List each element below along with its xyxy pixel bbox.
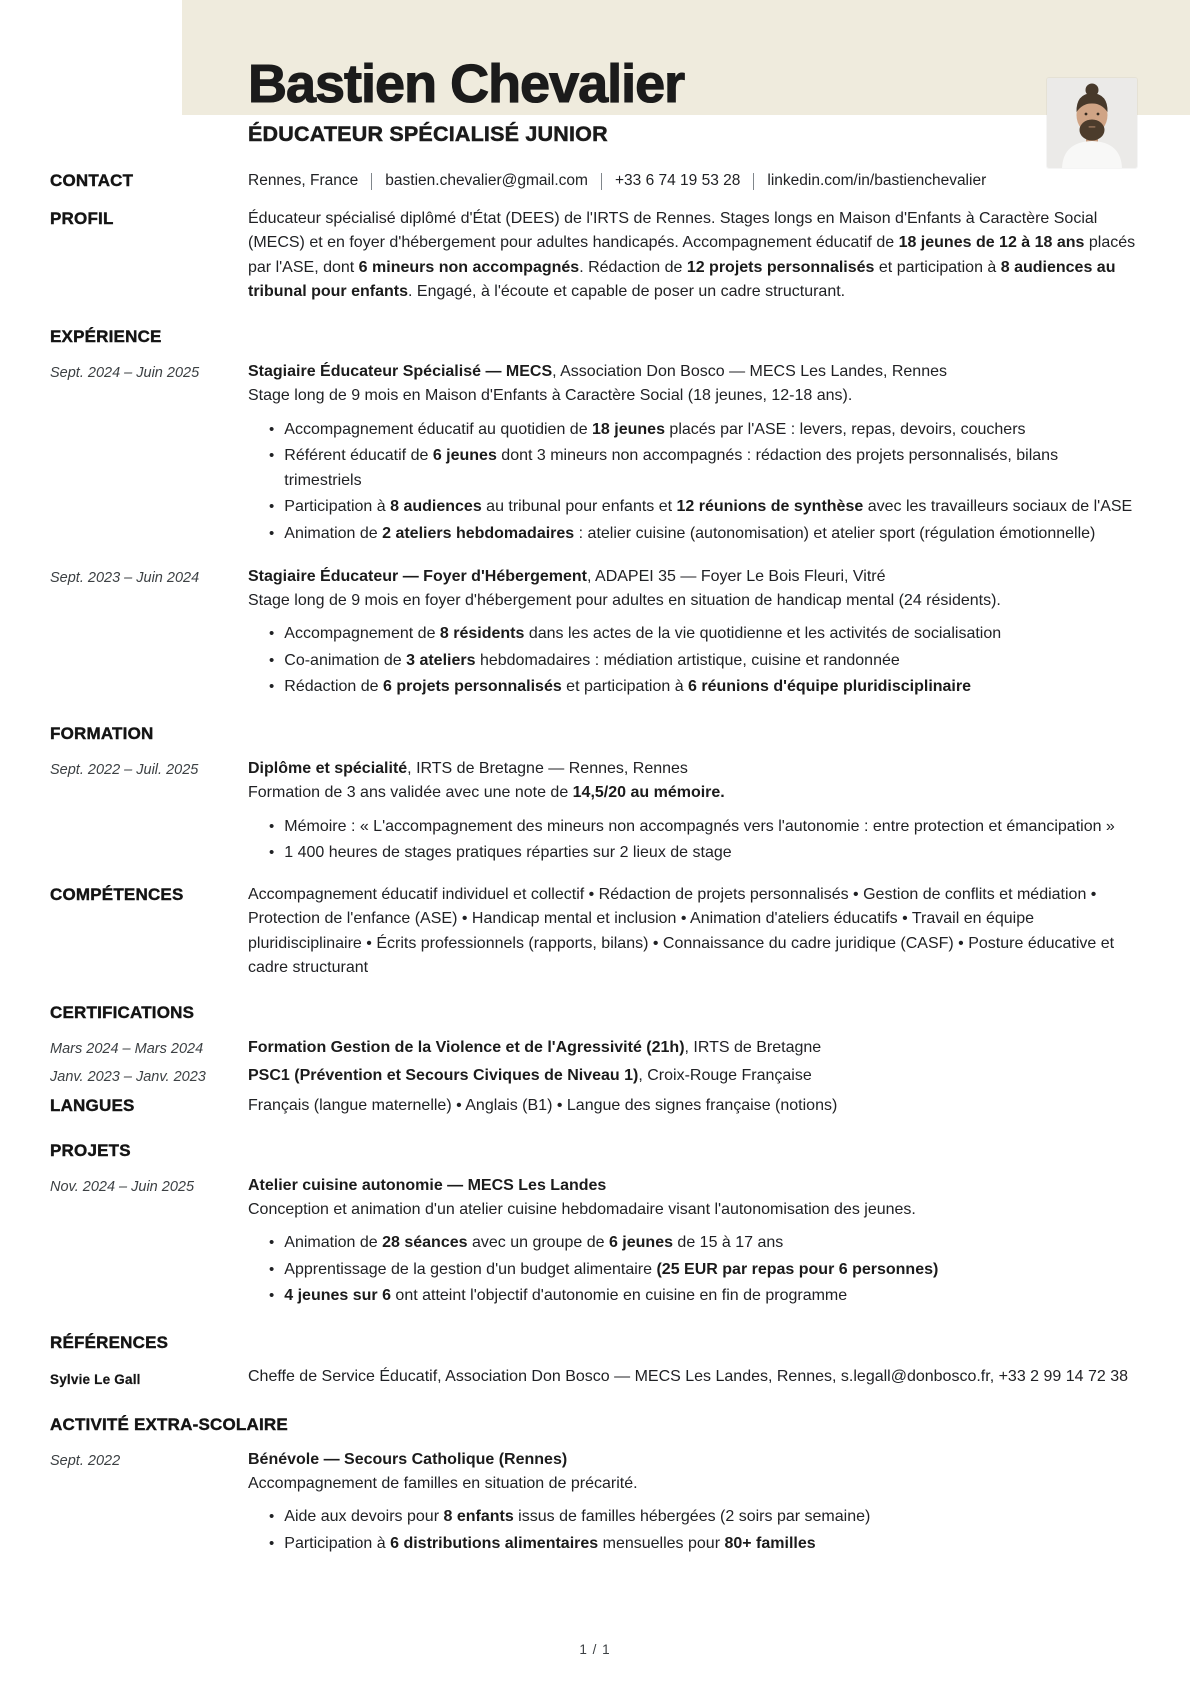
- bullet-dot: •: [269, 625, 275, 643]
- reference-text: Cheffe de Service Éducatif, Association Don Bosco — MECS Les Landes, Rennes, s.legall@donbosco.fr, +33 2 99 14 72 38: [248, 1368, 1129, 1386]
- bullet-dot: •: [269, 498, 275, 516]
- bullet-dot: •: [269, 1234, 275, 1252]
- certification-entry: [0, 1063, 1190, 1088]
- bullet-text: Mémoire : « L'accompagnement des mineurs non accompagnés vers l'autonomie : entre protection et émancipation »: [284, 817, 1115, 835]
- entry-title: Stagiaire Éducateur Spécialisé — MECS, Association Don Bosco — MECS Les Landes, Rennes: [248, 362, 947, 380]
- entry-body: [248, 1447, 1138, 1559]
- contact-separator: [371, 173, 372, 190]
- portrait-avatar-icon: [1047, 78, 1137, 168]
- entry-date: Mars 2024 – Mars 2024: [50, 1041, 204, 1058]
- experience-entry: [0, 564, 1190, 702]
- section-heading-projets: PROJETS: [50, 1140, 131, 1160]
- bullet-dot: •: [269, 651, 275, 669]
- projet-entry: [0, 1173, 1190, 1311]
- section-heading-experience: EXPÉRIENCE: [50, 326, 162, 346]
- contact-label: CONTACT: [50, 171, 134, 190]
- bullet-dot: •: [269, 678, 275, 696]
- bullet-text: 1 400 heures de stages pratiques réparties sur 2 lieux de stage: [284, 844, 732, 862]
- contact-linkedin: linkedin.com/in/bastienchevalier: [767, 172, 987, 190]
- profile-photo: [1047, 78, 1137, 168]
- contact-separator: [753, 173, 754, 190]
- bullet-text: Référent éducatif de 6 jeunes dont 3 mineurs non accompagnés : rédaction des projets personnalisés, bilans trimestriels: [284, 447, 1059, 489]
- entry-body: [248, 756, 1138, 868]
- bullet-item: [248, 1284, 1138, 1309]
- entry-body: [248, 359, 1138, 549]
- bullet-item: [248, 522, 1138, 547]
- langues-label: LANGUES: [50, 1096, 135, 1116]
- bullet-text: Participation à 8 audiences au tribunal pour enfants et 12 réunions de synthèse avec les travailleurs sociaux de l'ASE: [284, 498, 1133, 516]
- entry-description: Formation de 3 ans validée avec une note de 14,5/20 au mémoire.: [248, 783, 725, 801]
- contact-phone: +33 6 74 19 53 28: [614, 172, 741, 190]
- bullet-dot: •: [269, 447, 275, 465]
- entry-body: [248, 564, 1138, 702]
- bullet-item: [248, 495, 1138, 520]
- entry-date: Sept. 2023 – Juin 2024: [50, 569, 200, 586]
- formation-entry: [0, 756, 1190, 868]
- entry-title: Diplôme et spécialité, IRTS de Bretagne — Rennes, Rennes: [248, 759, 688, 777]
- bullet-text: Accompagnement éducatif au quotidien de 18 jeunes placés par l'ASE : levers, repas, devoirs, couchers: [284, 420, 1026, 438]
- profil-label: PROFIL: [50, 208, 114, 228]
- bullet-text: Apprentissage de la gestion d'un budget alimentaire (25 EUR par repas pour 6 personnes): [284, 1260, 939, 1278]
- bullet-dot: •: [269, 1260, 275, 1278]
- bullet-dot: •: [269, 817, 275, 835]
- bullet-item: [248, 1258, 1138, 1283]
- contact-section: [0, 169, 1190, 194]
- bullet-text: Participation à 6 distributions alimentaires mensuelles pour 80+ familles: [284, 1534, 816, 1552]
- bullet-text: Aide aux devoirs pour 8 enfants issus de familles hébergées (2 soirs par semaine): [284, 1508, 871, 1526]
- entry-description: Stage long de 9 mois en foyer d'hébergement pour adultes en situation de handicap mental (24 résidents).: [248, 591, 1001, 609]
- section-heading-activite: ACTIVITÉ EXTRA-SCOLAIRE: [50, 1414, 288, 1434]
- page-indicator: 1 / 1: [579, 1642, 611, 1657]
- bullet-item: [248, 444, 1138, 493]
- entry-title: Stagiaire Éducateur — Foyer d'Hébergement, ADAPEI 35 — Foyer Le Bois Fleuri, Vitré: [248, 567, 886, 585]
- bullet-item: [248, 622, 1138, 647]
- bullet-text: Animation de 2 ateliers hebdomadaires : atelier cuisine (autonomisation) et atelier sport (régulation émotionnelle): [284, 524, 1096, 542]
- bullet-item: [248, 815, 1138, 840]
- bullet-item: [248, 675, 1138, 700]
- bullet-list: [248, 622, 1138, 700]
- bullet-text: Accompagnement de 8 résidents dans les actes de la vie quotidienne et les activités de socialisation: [284, 625, 1002, 643]
- resume-header: [0, 0, 1190, 147]
- bullet-dot: •: [269, 524, 275, 542]
- bullet-item: [248, 841, 1138, 866]
- contact-email: bastien.chevalier@gmail.com: [385, 172, 588, 190]
- bullet-dot: •: [269, 844, 275, 862]
- contact-line: [248, 169, 1138, 194]
- bullet-text: 4 jeunes sur 6 ont atteint l'objectif d'autonomie en cuisine en fin de programme: [284, 1287, 848, 1305]
- bullet-list: [248, 1231, 1138, 1309]
- bullet-item: [248, 649, 1138, 674]
- bullet-list: [248, 815, 1138, 866]
- entry-description: Stage long de 9 mois en Maison d'Enfants à Caractère Social (18 jeunes, 12-18 ans).: [248, 386, 853, 404]
- reference-name: Sylvie Le Gall: [50, 1372, 141, 1388]
- candidate-name: Bastien Chevalier: [248, 54, 685, 114]
- bullet-list: [248, 418, 1138, 547]
- bullet-dot: •: [269, 1287, 275, 1305]
- bullet-text: Animation de 28 séances avec un groupe de 6 jeunes de 15 à 17 ans: [284, 1234, 784, 1252]
- entry-title: Atelier cuisine autonomie — MECS Les Landes: [248, 1176, 607, 1194]
- competences-section: [0, 883, 1190, 981]
- bullet-dot: •: [269, 420, 275, 438]
- contact-separator: [601, 173, 602, 190]
- bullet-item: [248, 1532, 1138, 1557]
- profil-section: [0, 207, 1190, 305]
- bullet-dot: •: [269, 1508, 275, 1526]
- candidate-job-title: ÉDUCATEUR SPÉCIALISÉ JUNIOR: [248, 122, 608, 146]
- entry-title: PSC1 (Prévention et Secours Civiques de Niveau 1), Croix-Rouge Française: [248, 1067, 812, 1085]
- entry-date: Sept. 2022 – Juil. 2025: [50, 761, 199, 778]
- contact-location: Rennes, France: [248, 172, 359, 190]
- langues-text: Français (langue maternelle) • Anglais (B1) • Langue des signes française (notions): [248, 1097, 838, 1115]
- bullet-text: Co-animation de 3 ateliers hebdomadaires : médiation artistique, cuisine et randonnée: [284, 651, 900, 669]
- activite-entry: [0, 1447, 1190, 1559]
- bullet-item: [248, 1231, 1138, 1256]
- competences-text: Accompagnement éducatif individuel et collectif • Rédaction de projets personnalisés • Gestion de conflits et médiation • Protection de l'enfance (ASE) • Handicap mental et inclusion • Animation d'ateliers éducatifs • Travail en équipe pluridisciplinaire • Écrits professionnels (rapports, bilans) • Connaissance du cadre juridique (CASF) • Posture éducative et cadre structurant: [248, 885, 1115, 977]
- bullet-item: [248, 418, 1138, 443]
- competences-label: COMPÉTENCES: [50, 884, 184, 904]
- experience-entry: [0, 359, 1190, 549]
- entry-date: Nov. 2024 – Juin 2025: [50, 1178, 195, 1195]
- entry-date: Sept. 2022: [50, 1452, 121, 1469]
- langues-section: [0, 1094, 1190, 1119]
- reference-entry: [0, 1365, 1190, 1393]
- section-heading-references: RÉFÉRENCES: [50, 1333, 169, 1353]
- entry-description: Conception et animation d'un atelier cuisine hebdomadaire visant l'autonomisation des jeunes.: [248, 1200, 916, 1218]
- section-heading-formation: FORMATION: [50, 723, 154, 743]
- profil-text: Éducateur spécialisé diplômé d'État (DEES) de l'IRTS de Rennes. Stages longs en Maison d'Enfants à Caractère Social (MECS) et en foyer d'hébergement pour adultes handicapés. Accompagnement éducatif de 18 jeunes de 12 à 18 ans placés par l'ASE, dont 6 mineurs non accompagnés. Rédaction de 12 projets personnalisés et participation à 8 audiences au tribunal pour enfants. Engagé, à l'écoute et capable de poser un cadre structurant.: [248, 209, 1136, 301]
- entry-title: Bénévole — Secours Catholique (Rennes): [248, 1450, 568, 1468]
- bullet-dot: •: [269, 1534, 275, 1552]
- section-heading-certifications: CERTIFICATIONS: [50, 1003, 195, 1023]
- bullet-list: [248, 1505, 1138, 1556]
- entry-date: Sept. 2024 – Juin 2025: [50, 364, 200, 381]
- entry-body: [248, 1173, 1138, 1311]
- bullet-text: Rédaction de 6 projets personnalisés et participation à 6 réunions d'équipe pluridisciplinaire: [284, 678, 971, 696]
- entry-description: Accompagnement de familles en situation de précarité.: [248, 1474, 638, 1492]
- entry-title: Formation Gestion de la Violence et de l'Agressivité (21h), IRTS de Bretagne: [248, 1039, 822, 1057]
- entry-date: Janv. 2023 – Janv. 2023: [50, 1069, 206, 1086]
- bullet-item: [248, 1505, 1138, 1530]
- certification-entry: [0, 1035, 1190, 1060]
